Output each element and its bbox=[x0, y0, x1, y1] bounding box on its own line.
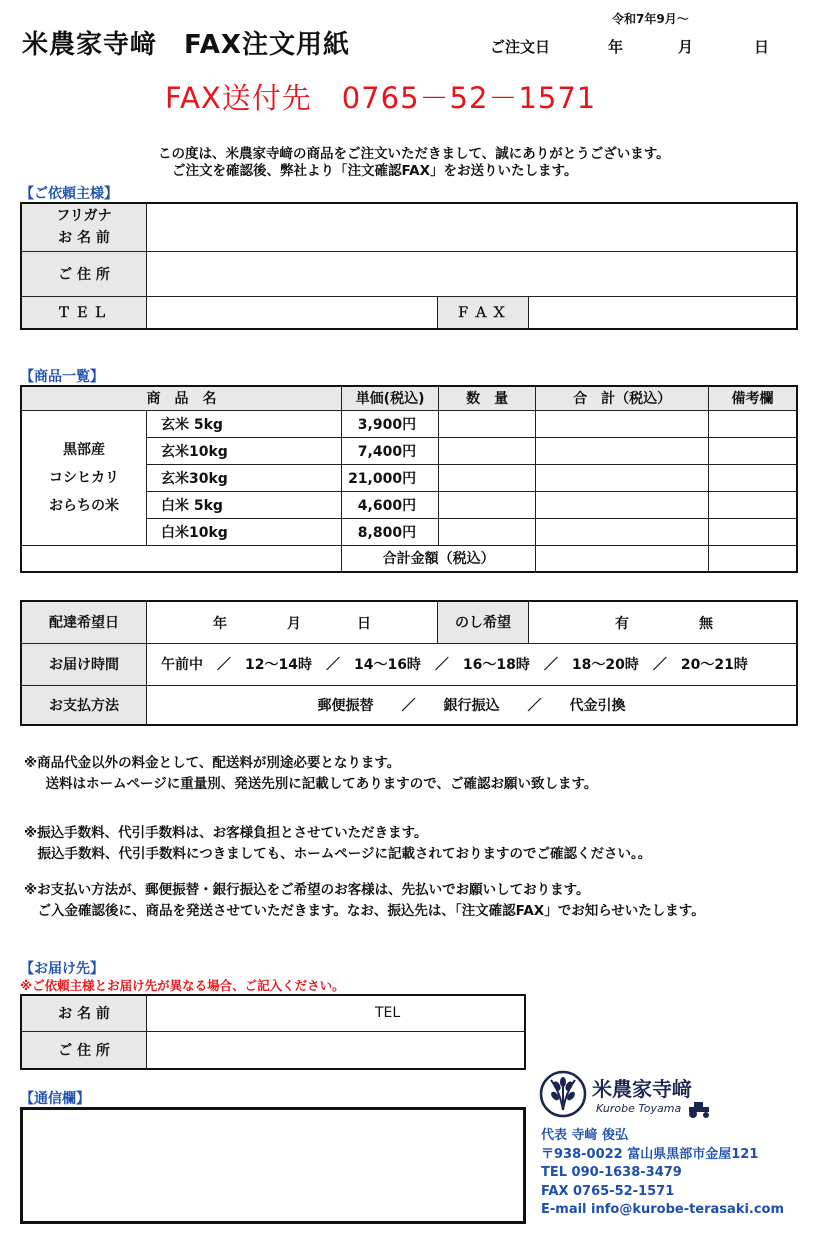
order-date-label: ご注文日 bbox=[490, 38, 551, 56]
noshi-field[interactable] bbox=[529, 601, 798, 643]
company-contact bbox=[541, 1127, 784, 1220]
page-title: 米農家寺﨑 FAX注文用紙 bbox=[22, 30, 350, 60]
era-label: 令和7年9月～ bbox=[612, 12, 689, 26]
intro-line: ご注文を確認後、弊社より「注文確認FAX」をお送りいたします。 bbox=[172, 163, 578, 179]
recipient-note: ※ご依頼主様とお届け先が異なる場合、ご記入ください。 bbox=[20, 978, 345, 993]
client-fax-field[interactable] bbox=[529, 296, 798, 329]
client-table bbox=[20, 202, 798, 330]
tel-label: ＴＥＬ bbox=[21, 296, 147, 329]
group-line: おらちの米 bbox=[49, 497, 119, 514]
payment-label: お支払方法 bbox=[21, 685, 147, 725]
order-month-label: 月 bbox=[678, 38, 694, 56]
order-date bbox=[490, 36, 790, 56]
products-section-title: 【商品一覧】 bbox=[20, 369, 104, 385]
quantity-field[interactable] bbox=[439, 518, 536, 545]
header-unit-price: 単価(税込) bbox=[342, 386, 439, 410]
group-line: コシヒカリ bbox=[49, 469, 119, 486]
communication-section-title: 【通信欄】 bbox=[20, 1091, 90, 1107]
order-year-label: 年 bbox=[608, 38, 624, 56]
quantity-field[interactable] bbox=[439, 491, 536, 518]
group-line: 黒部産 bbox=[63, 441, 105, 458]
date-day: 日 bbox=[357, 616, 371, 632]
total-field[interactable] bbox=[536, 410, 709, 437]
note-line: 振込手数料、代引手数料につきましても、ホームページに記載されておりますのでご確認ください。。 bbox=[24, 846, 652, 862]
header-quantity: 数 量 bbox=[439, 386, 536, 410]
intro-text bbox=[158, 146, 670, 180]
total-field[interactable] bbox=[536, 491, 709, 518]
products-table bbox=[20, 385, 798, 573]
noshi-label: のし希望 bbox=[438, 601, 529, 643]
note-fees bbox=[24, 823, 651, 865]
client-name-field[interactable] bbox=[147, 203, 798, 251]
date-month: 月 bbox=[287, 616, 301, 632]
header-remarks: 備考欄 bbox=[709, 386, 797, 410]
recipient-table bbox=[20, 994, 526, 1070]
quantity-field[interactable] bbox=[439, 464, 536, 491]
delivery-date-label: 配達希望日 bbox=[21, 601, 147, 643]
remarks-field[interactable] bbox=[709, 437, 797, 464]
company-logo-name: 米農家寺﨑 bbox=[592, 1077, 692, 1101]
company-tel: TEL 090-1638-3479 bbox=[541, 1165, 682, 1180]
address-label: ご 住 所 bbox=[21, 251, 147, 296]
note-line: ご入金確認後に、商品を発送させていただきます。なお、振込先は、「注文確認FAX」でお知らせいたします。 bbox=[24, 903, 705, 919]
intro-line: この度は、米農家寺﨑の商品をご注文いただきまして、誠にありがとうございます。 bbox=[158, 146, 670, 162]
note-shipping bbox=[24, 753, 597, 795]
note-line: ※振込手数料、代引手数料は、お客様負担とさせていただきます。 bbox=[24, 825, 428, 841]
recipient-name-label: お 名 前 bbox=[21, 995, 147, 1031]
client-section-title: 【ご依頼主様】 bbox=[20, 186, 118, 202]
noshi-yes[interactable]: 有 bbox=[615, 616, 629, 632]
delivery-date-field[interactable] bbox=[147, 601, 438, 643]
recipient-section-title: 【お届け先】 bbox=[20, 961, 104, 977]
grand-total-remarks[interactable] bbox=[709, 545, 797, 572]
quantity-field[interactable] bbox=[439, 410, 536, 437]
header-total: 合 計（税込） bbox=[536, 386, 709, 410]
client-tel-field[interactable] bbox=[147, 296, 438, 329]
quantity-field[interactable] bbox=[439, 437, 536, 464]
note-payment bbox=[24, 880, 705, 922]
payment-options[interactable]: 郵便振替 ／ 銀行振込 ／ 代金引換 bbox=[147, 685, 798, 725]
product-item-price: 4,600円 bbox=[342, 491, 439, 518]
rice-logo-icon bbox=[539, 1070, 587, 1118]
client-address-field[interactable] bbox=[147, 251, 798, 296]
company-rep: 代表 寺﨑 俊弘 bbox=[541, 1128, 629, 1143]
product-item-price: 3,900円 bbox=[342, 410, 439, 437]
product-item-price: 21,000円 bbox=[342, 464, 439, 491]
delivery-time-options[interactable]: 午前中 ／ 12～14時 ／ 14～16時 ／ 16～18時 ／ 18～20時 ／ 20～21時 bbox=[147, 643, 798, 685]
order-day-label: 日 bbox=[754, 38, 770, 56]
remarks-field[interactable] bbox=[709, 491, 797, 518]
total-field[interactable] bbox=[536, 464, 709, 491]
product-group-name bbox=[21, 410, 147, 545]
grand-total-label: 合計金額（税込） bbox=[342, 545, 536, 572]
date-year: 年 bbox=[213, 616, 227, 632]
recipient-name-field[interactable] bbox=[147, 995, 526, 1031]
name-label: お 名 前 bbox=[58, 230, 110, 247]
company-logo-sub: Kurobe Toyama bbox=[596, 1102, 682, 1115]
remarks-field[interactable] bbox=[709, 518, 797, 545]
remarks-field[interactable] bbox=[709, 410, 797, 437]
recipient-address-field[interactable] bbox=[147, 1031, 526, 1069]
product-item-price: 7,400円 bbox=[342, 437, 439, 464]
company-email[interactable]: E-mail info@kurobe-terasaki.com bbox=[541, 1202, 785, 1217]
note-line: 送料はホームページに重量別、発送先別に記載してありますので、ご確認お願い致します。 bbox=[32, 776, 598, 792]
remarks-field[interactable] bbox=[709, 464, 797, 491]
total-field[interactable] bbox=[536, 518, 709, 545]
product-item-name: 白米10kg bbox=[147, 518, 342, 545]
tractor-icon bbox=[686, 1100, 712, 1118]
fax-label: ＦＡＸ bbox=[438, 296, 529, 329]
note-line: ※お支払い方法が、郵便振替・銀行振込をご希望のお客様は、先払いでお願いしております。 bbox=[24, 882, 590, 898]
recipient-address-label: ご 住 所 bbox=[21, 1031, 147, 1069]
product-item-name: 玄米 5kg bbox=[147, 410, 342, 437]
recipient-tel-label: TEL bbox=[375, 1005, 401, 1021]
product-item-name: 玄米30kg bbox=[147, 464, 342, 491]
blank-cell bbox=[21, 545, 342, 572]
fax-destination: FAX送付先 0765－52－1571 bbox=[165, 81, 597, 115]
communication-field[interactable] bbox=[20, 1107, 526, 1224]
delivery-time-label: お届け時間 bbox=[21, 643, 147, 685]
delivery-table bbox=[20, 600, 798, 726]
product-item-name: 白米 5kg bbox=[147, 491, 342, 518]
product-item-name: 玄米10kg bbox=[147, 437, 342, 464]
header-product-name: 商 品 名 bbox=[21, 386, 342, 410]
company-fax: FAX 0765-52-1571 bbox=[541, 1183, 675, 1199]
company-address: 〒938-0022 富山県黒部市金屋121 bbox=[541, 1146, 759, 1162]
name-label-cell bbox=[21, 203, 147, 251]
grand-total-field[interactable] bbox=[536, 545, 709, 572]
note-line: ※商品代金以外の料金として、配送料が別途必要となります。 bbox=[24, 755, 401, 771]
furigana-label: フリガナ bbox=[56, 208, 112, 225]
total-field[interactable] bbox=[536, 437, 709, 464]
product-item-price: 8,800円 bbox=[342, 518, 439, 545]
noshi-no[interactable]: 無 bbox=[699, 616, 713, 632]
